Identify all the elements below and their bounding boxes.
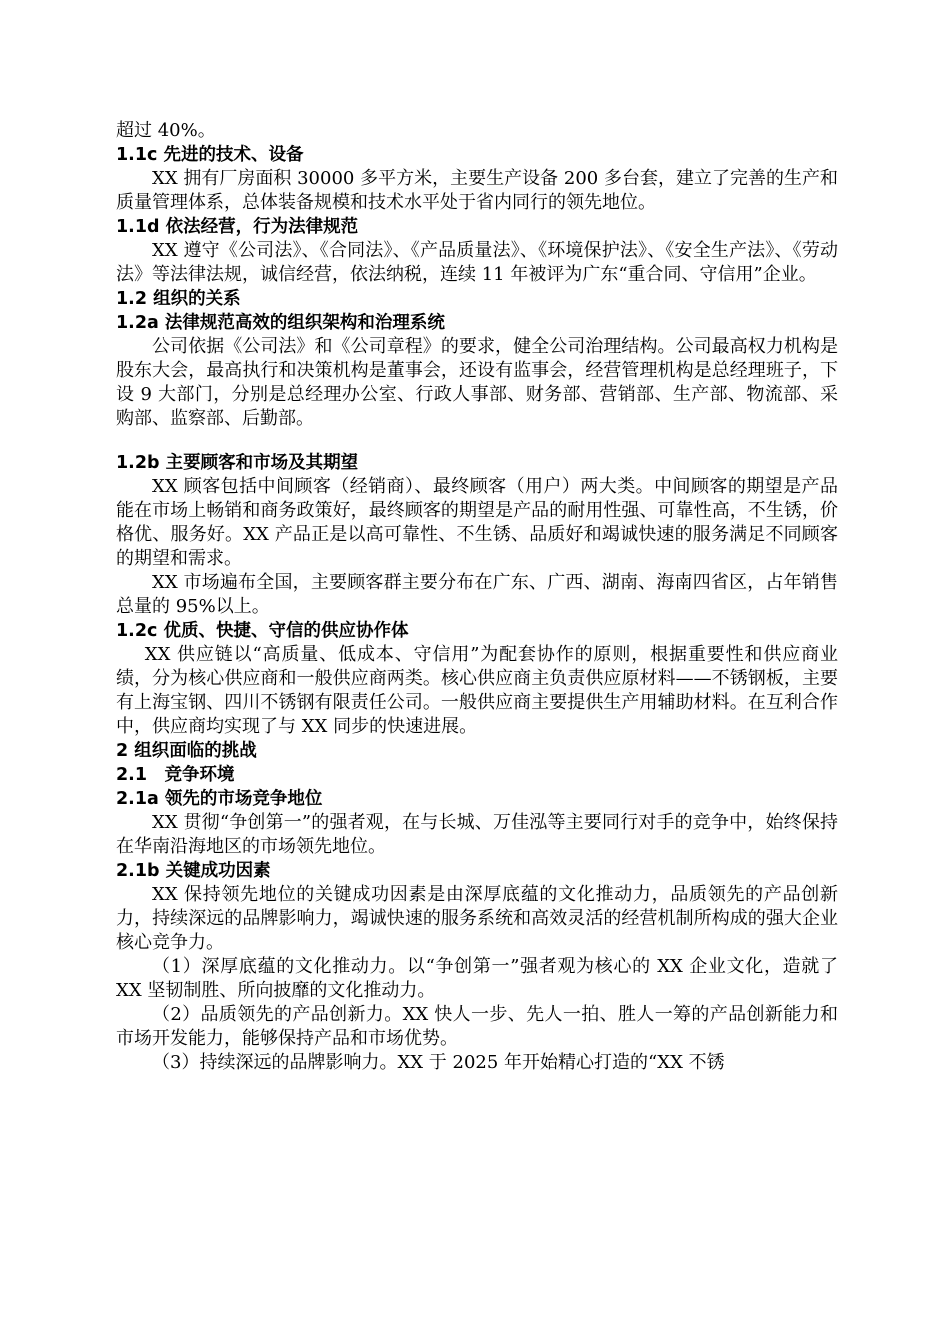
body-text: XX 贯彻“争创第一”的强者观，在与长城、万佳泓等主要同行对手的竞争中，始终保持在华南沿海地区的市场领先地位。 <box>116 812 838 857</box>
section-heading: 1.2a 法律规范高效的组织架构和治理系统 <box>116 313 445 333</box>
body-text: XX 遵守《公司法》、《合同法》、《产品质量法》、《环境保护法》、《安全生产法》、《劳动法》等法律法规，诚信经营，依法纳税，连续 11 年被评为广东“重合同、守信用”企业。 <box>116 240 838 285</box>
body-text: XX 保持领先地位的关键成功因素是由深厚底蕴的文化推动力，品质领先的产品创新力，持续深远的品牌影响力，竭诚快速的服务系统和高效灵活的经营机制所构成的强大企业核心竞争力。 <box>116 884 838 953</box>
section-heading: 2.1b 关键成功因素 <box>116 861 271 881</box>
section-heading: 1.1c 先进的技术、设备 <box>116 145 304 165</box>
section-heading: 1.1d 依法经营，行为法律规范 <box>116 217 359 237</box>
body-text: （3）持续深远的品牌影响力。XX 于 2025 年开始精心打造的“XX 不锈 <box>152 1052 725 1073</box>
body-text: （2）品质领先的产品创新力。XX 快人一步、先人一拍、胜人一筹的产品创新能力和市场开发能力，能够保持产品和市场优势。 <box>116 1004 838 1049</box>
section-heading: 2.1a 领先的市场竞争地位 <box>116 789 323 809</box>
section-heading: 1.2 组织的关系 <box>116 289 241 309</box>
document-body <box>116 119 838 1075</box>
section-heading: 1.2b 主要顾客和市场及其期望 <box>116 453 359 473</box>
body-text: XX 供应链以“高质量、低成本、守信用”为配套协作的原则，根据重要性和供应商业绩，分为核心供应商和一般供应商两类。核心供应商主负责供应原材料——不锈钢板，主要有上海宝钢、四川不锈钢有限责任公司。一般供应商主要提供生产用辅助材料。在互利合作中，供应商均实现了与 XX 同步的快速进展。 <box>116 644 838 737</box>
section-heading: 2 组织面临的挑战 <box>116 741 257 761</box>
body-text: XX 拥有厂房面积 30000 多平方米，主要生产设备 200 多台套，建立了完善的生产和质量管理体系，总体装备规模和技术水平处于省内同行的领先地位。 <box>116 168 838 213</box>
body-text: XX 顾客包括中间顾客（经销商）、最终顾客（用户）两大类。中间顾客的期望是产品能在市场上畅销和商务政策好，最终顾客的期望是产品的耐用性强、可靠性高，不生锈，价格优、服务好。XX 产品正是以高可靠性、不生锈、品质好和竭诚快速的服务满足不同顾客的期望和需求。 <box>116 476 838 569</box>
body-text: 公司依据《公司法》和《公司章程》的要求，健全公司治理结构。公司最高权力机构是股东大会，最高执行和决策机构是董事会，还设有监事会，经营管理机构是总经理班子，下设 9 大部门，分别是总经理办公室、行政人事部、财务部、营销部、生产部、物流部、采购部、监察部、后勤部。 <box>116 336 838 429</box>
section-heading: 1.2c 优质、快捷、守信的供应协作体 <box>116 621 409 641</box>
section-heading: 2.1 竞争环境 <box>116 765 235 785</box>
body-text: （1）深厚底蕴的文化推动力。以“争创第一”强者观为核心的 XX 企业文化，造就了 XX 坚韧制胜、所向披靡的文化推动力。 <box>116 956 838 1001</box>
body-text: 超过 40%。 <box>116 120 216 141</box>
body-text: XX 市场遍布全国，主要顾客群主要分布在广东、广西、湖南、海南四省区，占年销售总量的 95%以上。 <box>116 572 838 617</box>
